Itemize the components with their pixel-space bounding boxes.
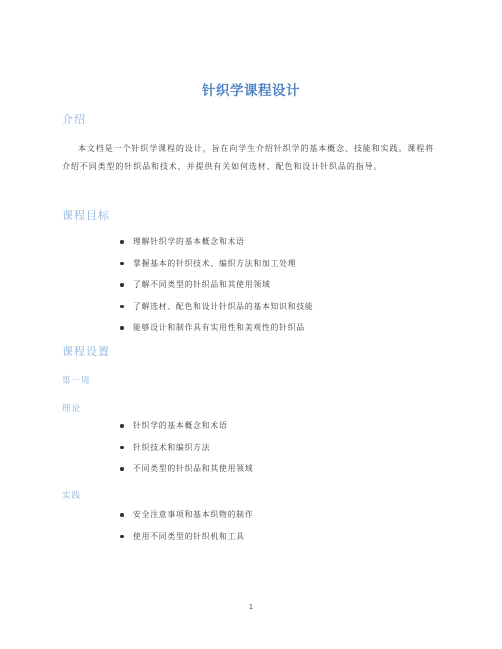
practice-heading: 实践 bbox=[62, 491, 82, 501]
bullet-icon bbox=[120, 513, 124, 517]
theory-list bbox=[0, 420, 253, 485]
document-title: 针织学课程设计 bbox=[202, 83, 300, 99]
list-item bbox=[0, 322, 314, 344]
bullet-icon bbox=[120, 467, 124, 471]
list-item bbox=[0, 442, 253, 464]
objective-text: 能够设计和制作具有实用性和美观性的针织品 bbox=[133, 323, 305, 332]
practice-list bbox=[0, 509, 253, 552]
list-item bbox=[0, 236, 314, 258]
page-number: 1 bbox=[248, 603, 254, 611]
list-item bbox=[0, 531, 253, 553]
bullet-icon bbox=[120, 262, 124, 266]
list-item bbox=[0, 279, 314, 301]
objective-text: 了解选材、配色和设计针织品的基本知识和技能 bbox=[133, 301, 314, 311]
setup-heading: 课程设置 bbox=[62, 345, 110, 358]
week-heading: 第一周 bbox=[62, 376, 91, 386]
practice-text: 使用不同类型的针织机和工具 bbox=[133, 531, 245, 541]
bullet-icon bbox=[120, 535, 124, 539]
objective-text: 理解针织学的基本概念和术语 bbox=[133, 237, 245, 246]
objective-text: 掌握基本的针织技术、编织方法和加工处理 bbox=[133, 258, 297, 268]
bullet-icon bbox=[120, 283, 124, 287]
theory-text: 针织学的基本概念和术语 bbox=[133, 421, 228, 430]
bullet-icon bbox=[120, 305, 124, 309]
list-item bbox=[0, 463, 253, 485]
theory-text: 针织技术和编织方法 bbox=[133, 442, 211, 452]
bullet-icon bbox=[120, 446, 124, 450]
objectives-list bbox=[0, 236, 314, 344]
theory-text: 不同类型的针织品和其使用领域 bbox=[133, 464, 254, 473]
intro-heading: 介绍 bbox=[62, 113, 86, 126]
practice-text: 安全注意事项和基本织物的制作 bbox=[133, 510, 254, 519]
bullet-icon bbox=[120, 424, 124, 428]
list-item bbox=[0, 301, 314, 323]
intro-paragraph: 本文档是一个针织学课程的设计，旨在向学生介绍针织学的基本概念、技能和实践。课程将介绍不同类型的针织品和技术，并提供有关如何选材、配色和设计针织品的指导。 bbox=[62, 144, 434, 171]
theory-heading: 理论 bbox=[62, 404, 82, 414]
list-item bbox=[0, 420, 253, 442]
list-item bbox=[0, 258, 314, 280]
objective-text: 了解不同类型的针织品和其使用领域 bbox=[133, 280, 271, 289]
list-item bbox=[0, 509, 253, 531]
objectives-heading: 课程目标 bbox=[62, 209, 110, 222]
bullet-icon bbox=[120, 240, 124, 244]
bullet-icon bbox=[120, 326, 124, 330]
